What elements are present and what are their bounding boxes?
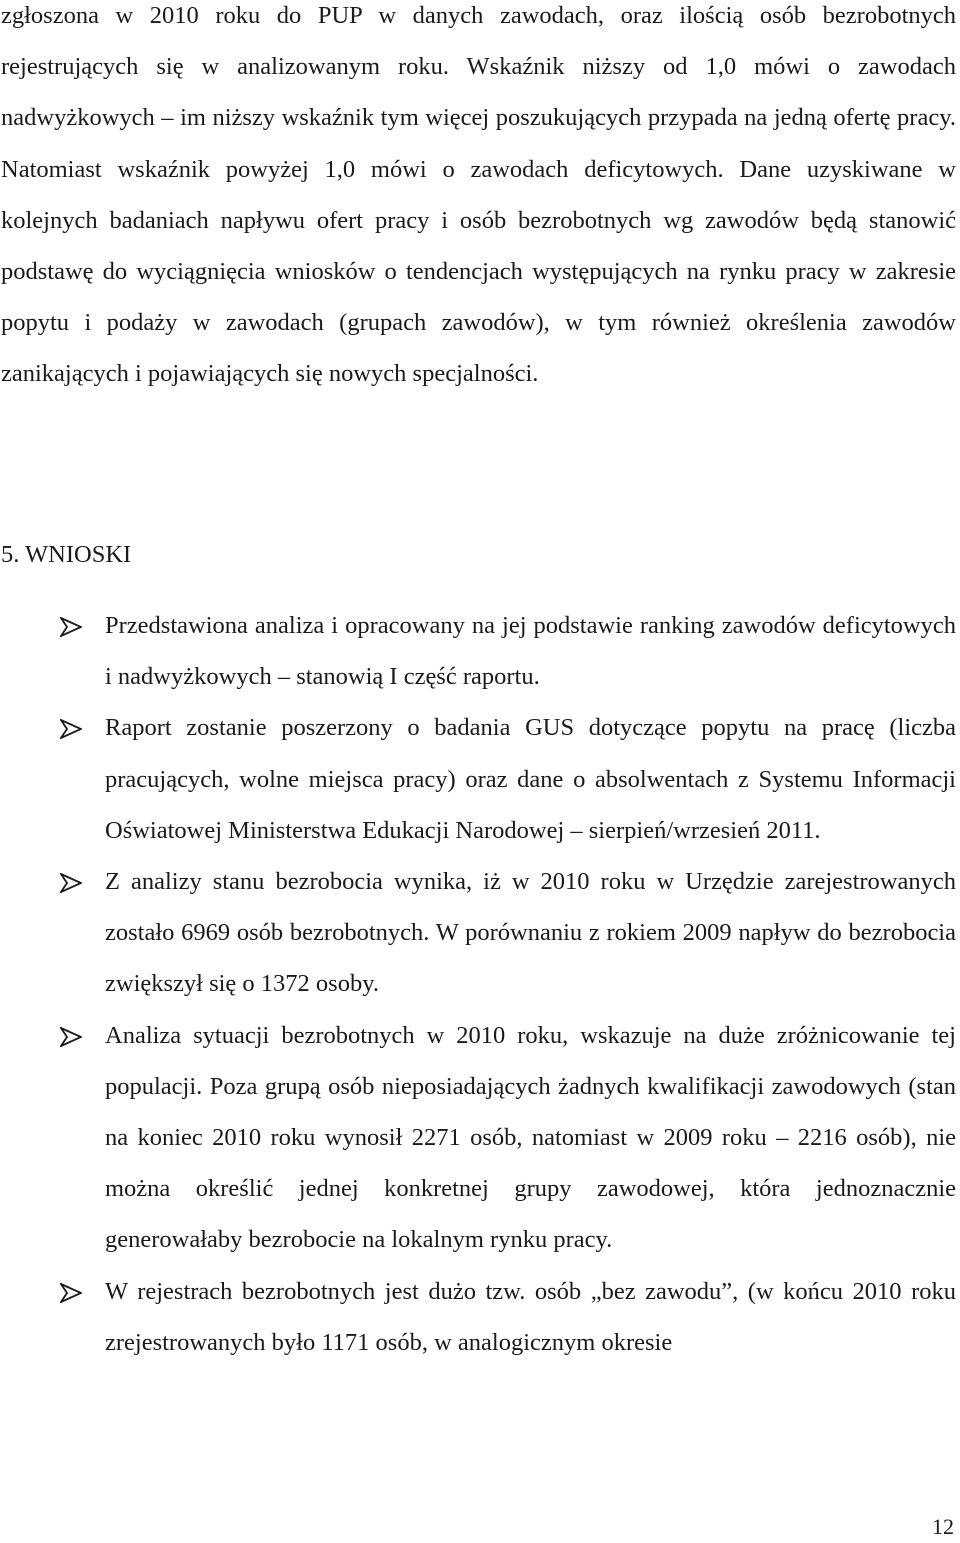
list-item-text: Z analizy stanu bezrobocia wynika, iż w 2010 roku w Urzędzie zarejestrowanych zostało 6969 osób bezrobotnych. W porównaniu z rokiem 2009 napływ do bezrobocia zwiększył się o 1372 osoby. xyxy=(105,868,956,998)
list-item-text: Raport zostanie poszerzony o badania GUS dotyczące popytu na pracę (liczba pracujących, wolne miejsca pracy) oraz dane o absolwentach z Systemu Informacji Oświatowej Ministerstwa Edukacji Narodowej – sierpień/wrzesień 2011. xyxy=(105,714,956,844)
section-heading: 5. WNIOSKI xyxy=(1,541,132,568)
page-number: 12 xyxy=(932,1514,954,1539)
arrowhead-bullet-icon xyxy=(60,1283,82,1303)
arrowhead-bullet-icon xyxy=(60,1027,82,1047)
conclusions-list xyxy=(0,600,960,1368)
list-item xyxy=(0,856,956,1010)
arrowhead-bullet-icon xyxy=(60,719,82,739)
list-item-text: Analiza sytuacji bezrobotnych w 2010 roku, wskazuje na duże zróżnicowanie tej populacji. Poza grupą osób nieposiadających żadnych kwalifikacji zawodowych (stan na koniec 2010 roku wynosił 2271 osób, natomiast w 2009 roku – 2216 osób), nie można określić jednej konkretnej grupy zawodowej, która jednoznacznie generowałaby bezrobocie na lokalnym rynku pracy. xyxy=(105,1021,956,1254)
list-item-text: W rejestrach bezrobotnych jest dużo tzw. osób „bez zawodu”, (w końcu 2010 roku zrejestrowanych było 1171 osób, w analogicznym okresie xyxy=(105,1277,956,1356)
arrowhead-bullet-icon xyxy=(60,617,82,637)
list-item-text: Przedstawiona analiza i opracowany na jej podstawie ranking zawodów deficytowych i nadwyżkowych – stanowią I część raportu. xyxy=(105,612,956,691)
list-item xyxy=(0,1266,956,1368)
list-item xyxy=(0,1010,956,1266)
arrowhead-bullet-icon xyxy=(60,873,82,893)
list-item xyxy=(0,600,956,702)
list-item xyxy=(0,702,956,856)
body-paragraph: zgłoszona w 2010 roku do PUP w danych zawodach, oraz ilością osób bezrobotnych rejestrujących się w analizowanym roku. Wskaźnik niższy od 1,0 mówi o zawodach nadwyżkowych – im niższy wskaźnik tym więcej poszukujących przypada na jedną ofertę pracy. Natomiast wskaźnik powyżej 1,0 mówi o zawodach deficytowych. Dane uzyskiwane w kolejnych badaniach napływu ofert pracy i osób bezrobotnych wg zawodów będą stanowić podstawę do wyciągnięcia wniosków o tendencjach występujących na rynku pracy w zakresie popytu i podaży w zawodach (grupach zawodów), w tym również określenia zawodów zanikających i pojawiających się nowych specjalności. xyxy=(1,2,956,388)
